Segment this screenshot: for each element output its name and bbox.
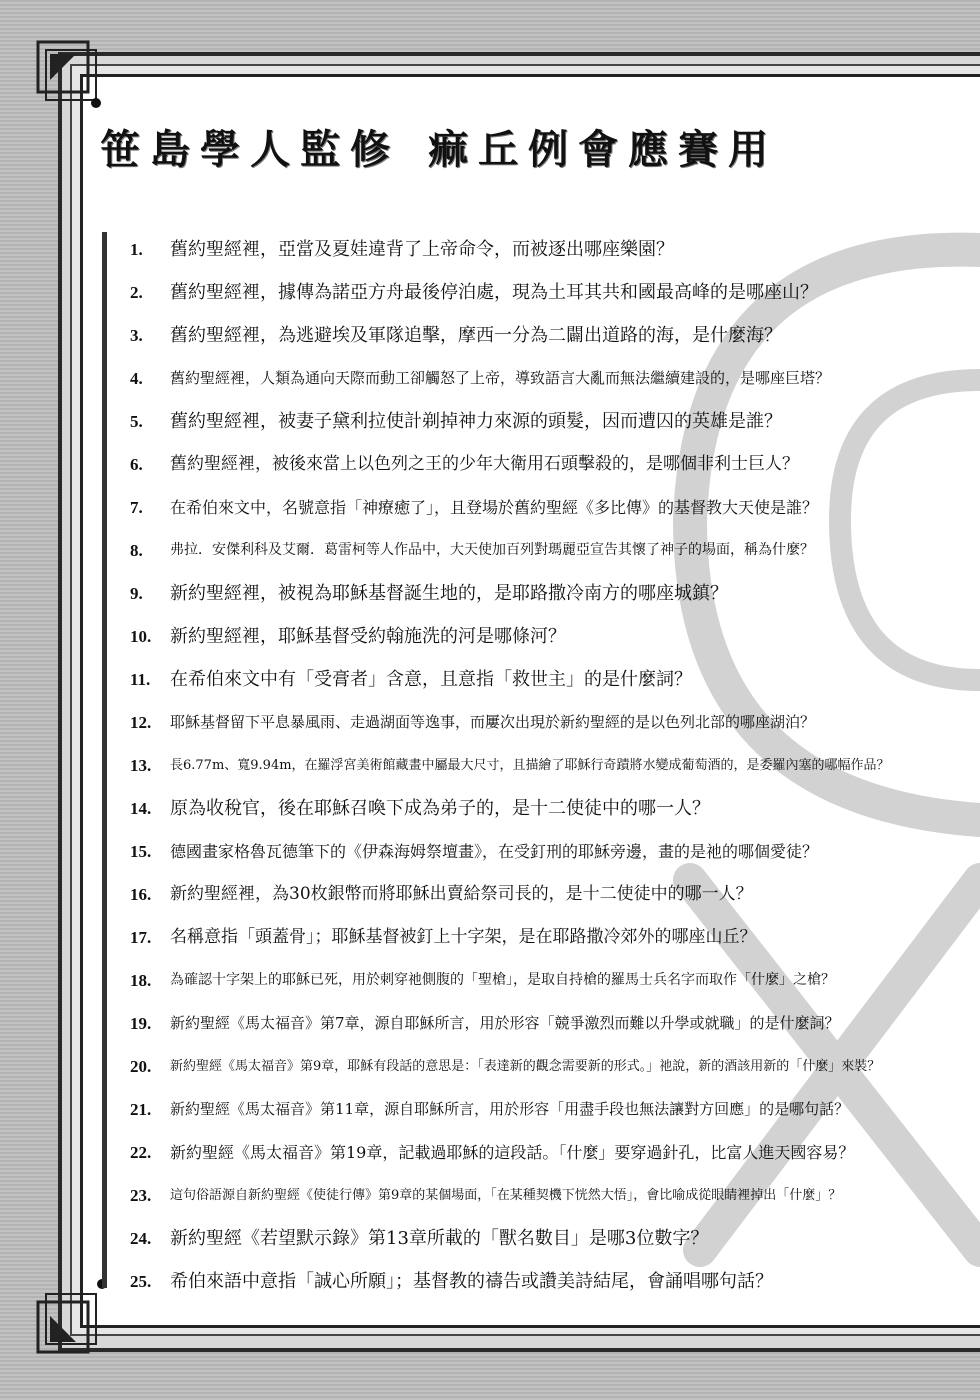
- ornament-dot-top: [91, 98, 101, 108]
- question-item: [130, 830, 900, 873]
- question-number: 12.: [130, 713, 152, 732]
- question-item: [130, 1217, 900, 1260]
- question-list: [130, 228, 900, 1303]
- question-text: 希伯來語中意指「誠心所願」；基督教的禱告或讚美詩結尾，會誦唱哪句話？: [170, 1271, 773, 1292]
- question-number: 19.: [130, 1014, 152, 1033]
- question-text: 新約聖經《馬太福音》第9章，耶穌有段話的意思是：「表達新的觀念需要新的形式。」祂說，新的酒該用新的「什麼」來裝？: [170, 1059, 881, 1074]
- question-item: [130, 744, 900, 787]
- title-event-name: 痲丘例會應賽用: [428, 127, 778, 173]
- page-title: [100, 118, 900, 178]
- question-item: [130, 1260, 900, 1303]
- question-number: 21.: [130, 1100, 152, 1119]
- question-number: 11.: [130, 670, 151, 689]
- question-item: [130, 486, 900, 529]
- question-item: [130, 1002, 900, 1045]
- question-item: [130, 787, 900, 830]
- question-item: [130, 228, 900, 271]
- question-item: [130, 572, 900, 615]
- question-number: 17.: [130, 928, 152, 947]
- question-text: 舊約聖經裡，據傳為諾亞方舟最後停泊處，現為土耳其共和國最高峰的是哪座山？: [170, 282, 818, 303]
- question-number: 13.: [130, 756, 152, 775]
- question-text: 舊約聖經裡，亞當及夏娃違背了上帝命令，而被逐出哪座樂園？: [170, 239, 674, 260]
- question-text: 舊約聖經裡，被後來當上以色列之王的少年大衛用石頭擊殺的，是哪個非利士巨人？: [170, 454, 799, 474]
- title-editor-credit: 笹島學人監修: [100, 127, 400, 173]
- question-item: [130, 400, 900, 443]
- question-number: 5.: [130, 412, 143, 431]
- question-text: 弗拉．安傑利科及艾爾．葛雷柯等人作品中，大天使加百列對瑪麗亞宣告其懷了神子的場面，稱為什麼？: [170, 542, 814, 558]
- question-text: 舊約聖經裡，人類為通向天際而動工卻觸怒了上帝，導致語言大亂而無法繼續建設的，是哪座巨塔？: [170, 369, 831, 387]
- question-item: [130, 357, 900, 400]
- question-text: 新約聖經裡，為30枚銀幣而將耶穌出賣給祭司長的，是十二使徒中的哪一人？: [170, 884, 753, 904]
- question-item: [130, 1131, 900, 1174]
- question-number: 1.: [130, 240, 143, 259]
- question-item: [130, 615, 900, 658]
- question-text: 舊約聖經裡，為逃避埃及軍隊追擊，摩西一分為二闢出道路的海，是什麼海？: [170, 325, 782, 346]
- question-number: 14.: [130, 799, 152, 818]
- question-text: 原為收稅官，後在耶穌召喚下成為弟子的，是十二使徒中的哪一人？: [170, 798, 710, 819]
- question-text: 為確認十字架上的耶穌已死，用於刺穿祂側腹的「聖槍」，是取自持槍的羅馬士兵名字而取作「什麼」之槍？: [170, 972, 835, 988]
- question-text: 這句俗語源自新約聖經《使徒行傳》第9章的某個場面，「在某種契機下恍然大悟」，會比喻成從眼睛裡掉出「什麼」？: [170, 1188, 842, 1203]
- question-text: 舊約聖經裡，被妻子黛利拉使計剃掉神力來源的頭髮，因而遭囚的英雄是誰？: [170, 411, 782, 432]
- question-text: 新約聖經《馬太福音》第7章，源自耶穌所言，用於形容「競爭激烈而難以升學或就職」的是什麼詞？: [170, 1014, 840, 1032]
- question-number: 24.: [130, 1229, 152, 1248]
- question-number: 22.: [130, 1143, 152, 1162]
- question-number: 3.: [130, 326, 143, 345]
- question-text: 耶穌基督留下平息暴風雨、走過湖面等逸事，而屢次出現於新約聖經的是以色列北部的哪座湖泊？: [170, 713, 816, 731]
- question-text: 新約聖經《馬太福音》第11章，源自耶穌所言，用於形容「用盡手段也無法讓對方回應」的是哪句話？: [170, 1100, 850, 1118]
- question-item: [130, 916, 900, 959]
- question-item: [130, 443, 900, 486]
- question-number: 23.: [130, 1186, 152, 1205]
- question-number: 10.: [130, 627, 152, 646]
- question-item: [130, 1088, 900, 1131]
- question-text: 在希伯來文中有「受膏者」含意，且意指「救世主」的是什麼詞？: [170, 669, 692, 690]
- question-item: [130, 701, 900, 744]
- question-text: 新約聖經《若望默示錄》第13章所載的「獸名數目」是哪3位數字？: [170, 1228, 709, 1249]
- question-item: [130, 658, 900, 701]
- question-number: 25.: [130, 1272, 152, 1291]
- question-number: 18.: [130, 971, 152, 990]
- question-text: 在希伯來文中，名號意指「神療癒了」，且登場於舊約聖經《多比傳》的基督教大天使是誰？: [170, 498, 819, 517]
- question-number: 9.: [130, 584, 143, 603]
- question-item: [130, 1045, 900, 1088]
- question-text: 新約聖經裡，耶穌基督受約翰施洗的河是哪條河？: [170, 626, 566, 647]
- question-text: 長6.77m、寬9.94m，在羅浮宮美術館藏畫中屬最大尺寸，且描繪了耶穌行奇蹟將水變成葡萄酒的，是委羅內塞的哪幅作品？: [170, 758, 890, 773]
- question-text: 名稱意指「頭蓋骨」；耶穌基督被釘上十字架，是在耶路撒冷郊外的哪座山丘？: [170, 927, 757, 947]
- question-number: 6.: [130, 455, 143, 474]
- question-item: [130, 271, 900, 314]
- question-item: [130, 314, 900, 357]
- question-number: 2.: [130, 283, 143, 302]
- question-text: 新約聖經《馬太福音》第19章，記載過耶穌的這段話。「什麼」要穿過針孔，比富人進天國容易？: [170, 1143, 855, 1162]
- question-number: 8.: [130, 541, 143, 560]
- question-item: [130, 529, 900, 572]
- question-number: 20.: [130, 1057, 152, 1076]
- left-accent-rule: [102, 232, 107, 1288]
- question-text: 德國畫家格魯瓦德筆下的《伊森海姆祭壇畫》，在受釘刑的耶穌旁邊，畫的是祂的哪個愛徒？: [170, 842, 819, 861]
- question-item: [130, 1174, 900, 1217]
- question-item: [130, 959, 900, 1002]
- question-number: 4.: [130, 369, 143, 388]
- question-number: 7.: [130, 498, 143, 517]
- question-number: 15.: [130, 842, 152, 861]
- corner-ornament-bottom: [36, 1286, 106, 1356]
- question-text: 新約聖經裡，被視為耶穌基督誕生地的，是耶路撒冷南方的哪座城鎮？: [170, 583, 728, 604]
- question-item: [130, 873, 900, 916]
- question-number: 16.: [130, 885, 152, 904]
